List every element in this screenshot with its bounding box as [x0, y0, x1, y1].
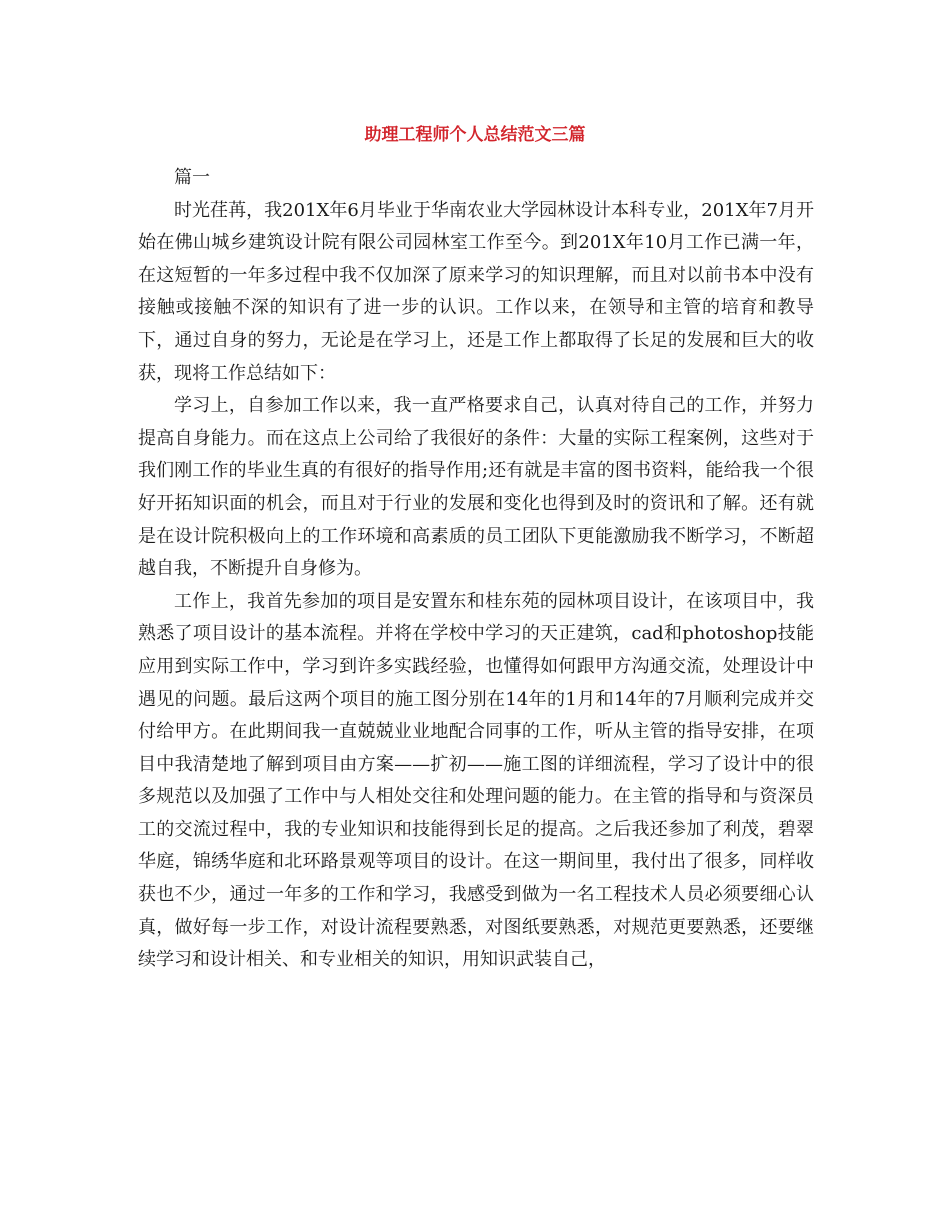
paragraph-work: 工作上，我首先参加的项目是安置东和桂东苑的园林项目设计，在该项目中，我熟悉了项目设计的基本流程。并将在学校中学习的天正建筑，cad和photoshop技能应用到实际工作中，学习到许多实践经验，也懂得如何跟甲方沟通交流，处理设计中遇见的问题。最后这两个项目的施工图分别在14年的1月和14年的7月顺利完成并交付给甲方。在此期间我一直兢兢业业地配合同事的工作，听从主管的指导安排，在项目中我清楚地了解到项目由方案——扩初——施工图的详细流程，学习了设计中的很多规范以及加强了工作中与人相处交往和处理问题的能力。在主管的指导和与资深员工的交流过程中，我的专业知识和技能得到长足的提高。之后我还参加了利茂，碧翠华庭，锦绣华庭和北环路景观等项目的设计。在这一期间里，我付出了很多，同样收获也不少，通过一年多的工作和学习，我感受到做为一名工程技术人员必须要细心认真，做好每一步工作，对设计流程要熟悉，对图纸要熟悉，对规范更要熟悉，还要继续学习和设计相关、和专业相关的知识，用知识武装自己，	[138, 590, 814, 971]
paragraph-study: 学习上，自参加工作以来，我一直严格要求自己，认真对待自己的工作，并努力提高自身能力。而在这点上公司给了我很好的条件：大量的实际工程案例，这些对于我们刚工作的毕业生真的有很好的指导作用;还有就是丰富的图书资料，能给我一个很好开拓知识面的机会，而且对于行业的发展和变化也得到及时的资讯和了解。还有就是在设计院积极向上的工作环境和高素质的员工团队下更能激励我不断学习，不断超越自我，不断提升自身修为。	[138, 395, 814, 580]
document-body	[138, 162, 814, 977]
document-title: 助理工程师个人总结范文三篇	[364, 125, 586, 145]
section-label: 篇一	[174, 167, 210, 188]
paragraph-intro: 时光荏苒，我201X年6月毕业于华南农业大学园林设计本科专业，201X年7月开始在佛山城乡建筑设计院有限公司园林室工作至今。到201X年10月工作已满一年，在这短暂的一年多过程中我不仅加深了原来学习的知识理解，而且对以前书本中没有接触或接触不深的知识有了进一步的认识。工作以来，在领导和主管的培育和教导下，通过自身的努力，无论是在学习上，还是工作上都取得了长足的发展和巨大的收获，现将工作总结如下：	[138, 199, 814, 384]
